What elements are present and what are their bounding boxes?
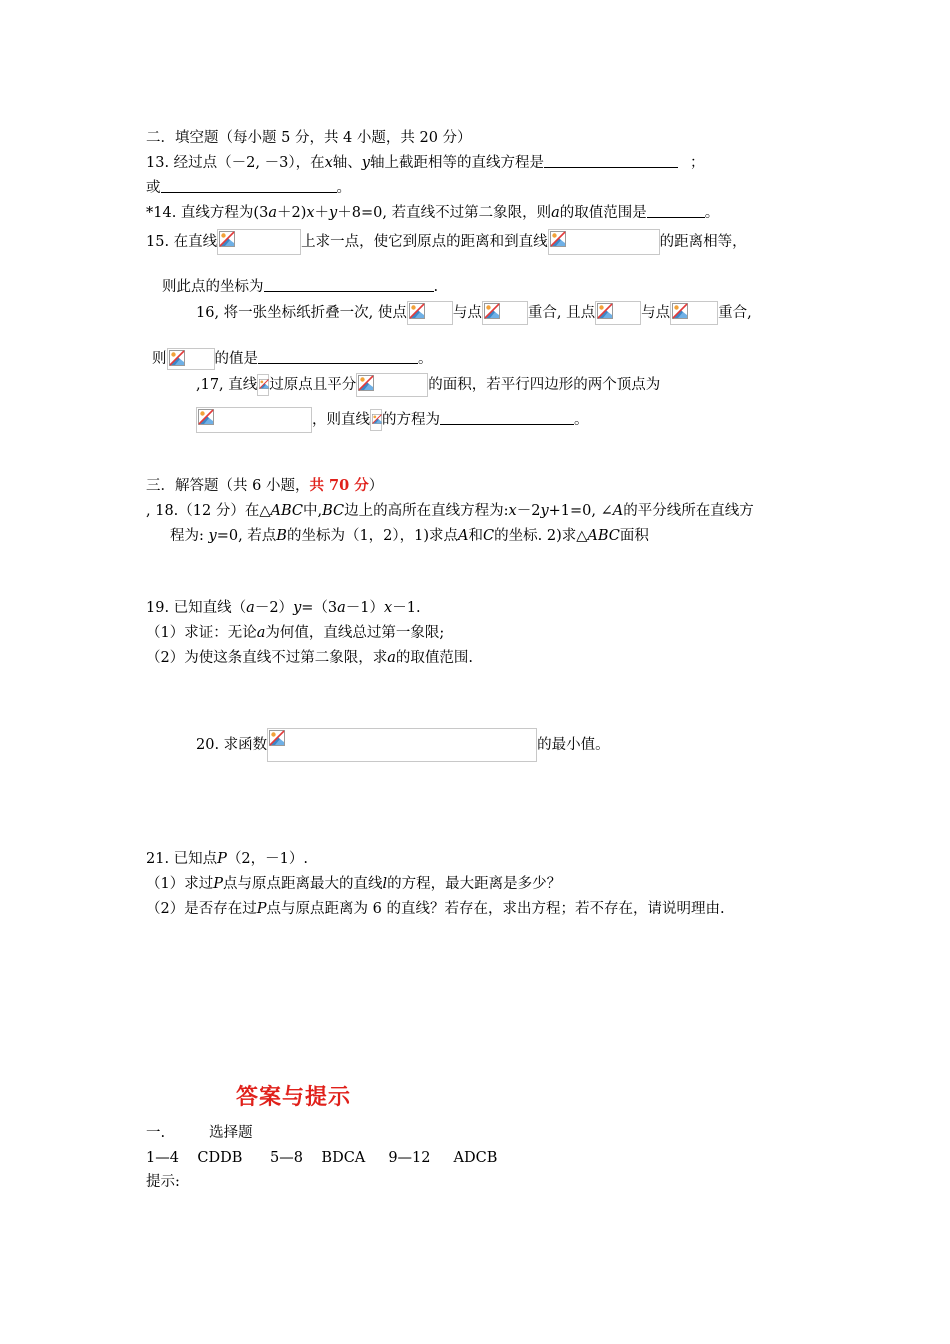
broken-image-icon — [198, 409, 214, 425]
q19-part1: （1）求证：无论a为何值，直线总过第一象限; — [146, 625, 445, 641]
broken-image-icon — [259, 376, 269, 392]
q15-line2: 则此点的坐标为 . — [162, 279, 439, 295]
answer-blank[interactable] — [647, 203, 705, 218]
formula-image — [356, 373, 428, 397]
answers-sec1: 一. 选择题 — [146, 1125, 253, 1141]
formula-image — [370, 409, 382, 431]
formula-image — [670, 301, 718, 325]
answers-hint: 提示: — [146, 1174, 180, 1190]
q17-line2: ，则直线 的方程为 。 — [196, 406, 589, 434]
answer-blank[interactable] — [544, 153, 678, 168]
formula-image — [407, 301, 453, 325]
formula-image — [482, 301, 528, 325]
q13-line1: 13. 经过点（－2, －3），在x轴、y轴上截距相等的直线方程是 ； — [146, 155, 705, 171]
broken-image-icon — [550, 231, 566, 247]
section3-heading: 三．解答题（共 6 小题，共 70 分） — [146, 477, 384, 494]
q16-line1: 16, 将一张坐标纸折叠一次, 使点 与点 重合, 且点 与点 重合, — [196, 300, 752, 326]
q14-line: *14. 直线方程为(3a＋2)x＋y＋8=0, 若直线不过第二象限，则a的取值范围是 。 — [146, 205, 720, 221]
answer-blank[interactable] — [258, 349, 418, 364]
q19-line1: 19. 已知直线（a－2）y=（3a－1）x－1. — [146, 600, 421, 616]
q20-line: 20. 求函数 的最小值。 — [196, 728, 610, 762]
q16-line2: 则 的值是 。 — [152, 347, 433, 371]
broken-image-icon — [169, 350, 185, 366]
broken-image-icon — [269, 730, 285, 746]
broken-image-icon — [484, 303, 500, 319]
q21-line1: 21. 已知点P（2，－1）. — [146, 851, 308, 867]
q21-part1: （1）求过P点与原点距离最大的直线l的方程，最大距离是多少？ — [146, 876, 562, 892]
q17-line1: ,17, 直线 过原点且平分 的面积，若平行四边形的两个顶点为 — [196, 372, 660, 398]
answer-blank[interactable] — [264, 277, 434, 292]
q21-part2: （2）是否存在过P点与原点距离为 6 的直线？若存在，求出方程；若不存在，请说明理由. — [146, 901, 725, 917]
answers-title: 答案与提示 — [236, 1084, 352, 1110]
broken-image-icon — [409, 303, 425, 319]
formula-image — [167, 348, 215, 370]
q13-line2: 或 。 — [146, 180, 351, 196]
formula-image — [595, 301, 641, 325]
q19-part2: （2）为使这条直线不过第二象限，求a的取值范围. — [146, 650, 473, 666]
formula-image — [257, 374, 269, 396]
q18-line2: 程为: y=0, 若点B的坐标为（1，2），1)求点A和C的坐标. 2)求△ABC面积 — [170, 528, 649, 544]
answer-blank[interactable] — [161, 178, 337, 193]
q15-line1: 15. 在直线 上求一点，使它到原点的距离和到直线 的距离相等， — [146, 228, 747, 256]
broken-image-icon — [672, 303, 688, 319]
q18-line1: , 18.（12 分）在△ABC中,BC边上的高所在直线方程为:x－2y+1=0, ∠A的平分线所在直线方 — [146, 503, 754, 519]
broken-image-icon — [358, 375, 374, 391]
formula-image — [196, 407, 312, 433]
formula-image — [267, 728, 537, 762]
broken-image-icon — [219, 231, 235, 247]
broken-image-icon — [597, 303, 613, 319]
formula-image — [548, 229, 660, 255]
answer-blank[interactable] — [440, 410, 574, 425]
formula-image — [217, 229, 301, 255]
section2-heading: 二．填空题（每小题 5 分，共 4 小题，共 20 分） — [146, 130, 472, 146]
answers-line: 1—4 CDDB 5—8 BDCA 9—12 ADCB — [146, 1150, 498, 1166]
broken-image-icon — [372, 411, 382, 427]
